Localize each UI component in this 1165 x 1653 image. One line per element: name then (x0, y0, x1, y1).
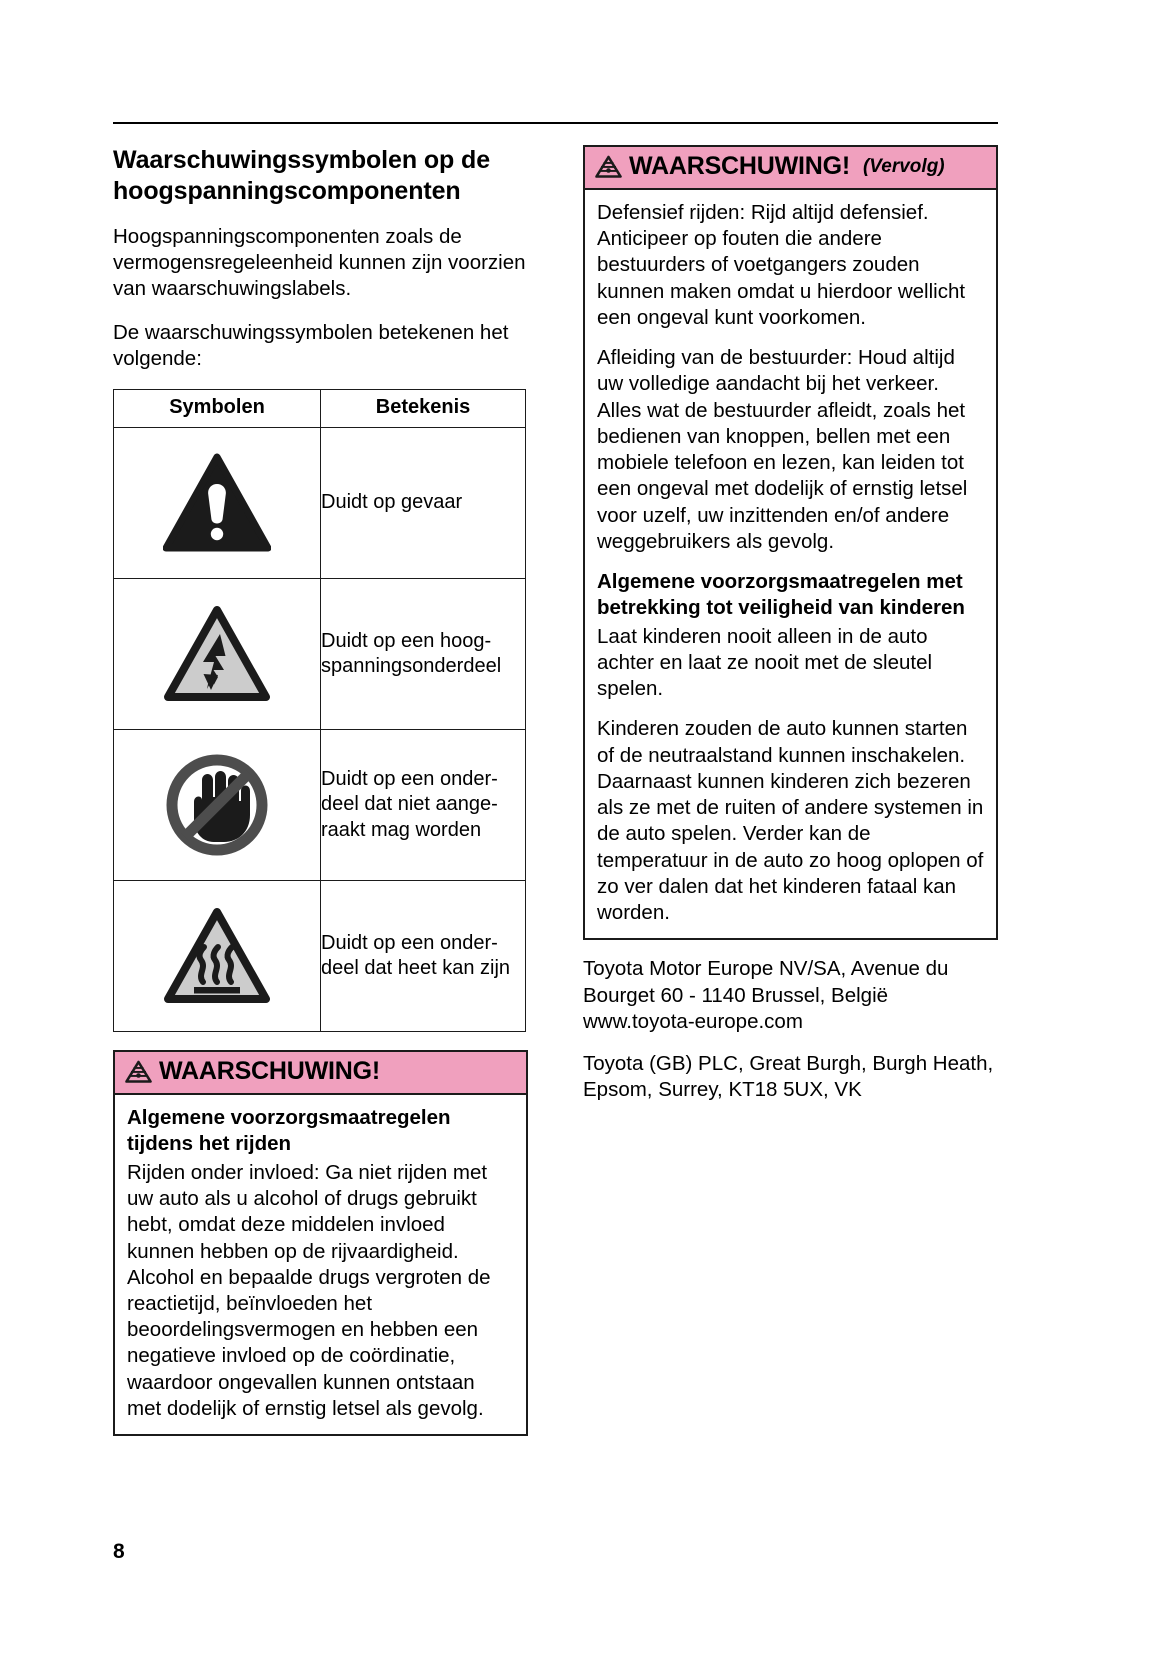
symbol-cell (114, 881, 321, 1032)
no-touch-hand-icon (164, 796, 270, 813)
page-top-rule (113, 122, 998, 124)
intro-paragraph-2: De waarschuwingssymbolen betekenen het volgende: (113, 320, 509, 370)
intro-paragraph-1: Hoogspanningscomponenten zoals de vermogensregeleenheid kunnen zijn voorzien van waarschuwingslabels. (113, 225, 526, 301)
danger-triangle-icon (163, 494, 271, 511)
warning-box-body (115, 1095, 526, 1434)
meaning-cell: Duidt op gevaar (321, 428, 526, 579)
warning-box-body (585, 190, 996, 938)
meaning-cell: Duidt op een onderdeel dat niet aangeraakt mag worden (321, 730, 526, 881)
warning-title: WAARSCHUWING! (159, 1057, 380, 1086)
warning-box-header (585, 147, 996, 190)
table-header-row (114, 390, 526, 428)
symbol-cell (114, 730, 321, 881)
warning-triangle-icon (125, 1060, 152, 1084)
warning-paragraph-1: Defensief rijden: Rijd altijd defensief. Anticipeer op fouten die andere bestuurders of voetgangers zouden kunnen maken omdat u hierdoor wellicht een ongeval kunt voorkomen. (597, 201, 966, 329)
hot-surface-triangle-icon (161, 947, 273, 964)
warning-continued-label: (Vervolg) (862, 155, 945, 177)
address-toyota-gb: Toyota (GB) PLC, Great Burgh, Burgh Heath, Epsom, Surrey, KT18 5UX, VK (583, 1051, 994, 1102)
warning-paragraph-3: Laat kinderen nooit alleen in de auto achter en laat ze nooit met de sleutel spelen. (597, 624, 933, 701)
table-row (114, 881, 526, 1032)
column-header-symbols: Symbolen (114, 390, 321, 428)
warning-paragraph: Rijden onder invloed: Ga niet rijden met uw auto als u alcohol of drugs gebruikt hebt, omdat deze middelen invloed kunnen hebben op de rijvaardigheid. Alcohol en bepaalde drugs vergroten de reactietijd, beïnvloeden het beoordelingsvermogen en hebben een negatieve invloed op de coördinatie, waardoor ongevallen kunnen ontstaan met dodelijk of ernstig letsel als gevolg. (127, 1160, 491, 1420)
warning-paragraph-2: Afleiding van de bestuurder: Houd altijd uw volledige aandacht bij het verkeer. Alles wat de bestuurder afleidt, zoals het bedienen van knoppen, bellen met een mobiele telefoon en lezen, kan leiden tot een ongeval met dodelijk of ernstig letsel voor uzelf, uw inzittenden en/of andere weggebruikers als gevolg. (597, 346, 968, 553)
address-toyota-motor-europe: Toyota Motor Europe NV/SA, Avenue du Bourget 60 - 1140 Brussel, België www.toyota-europe.com (583, 957, 949, 1033)
warning-subheading: Algemene voorzorgsmaatregelen met betrekking tot veiligheid van kinderen (597, 570, 965, 619)
page-title: Waarschuwingssymbolen op de hoogspanningscomponenten (113, 146, 490, 205)
warning-box-header (115, 1052, 526, 1095)
warning-subheading: Algemene voorzorgsmaatregelen tijdens het rijden (127, 1106, 451, 1155)
left-column (113, 145, 528, 1436)
symbol-cell (114, 579, 321, 730)
warning-title: WAARSCHUWING! (629, 152, 850, 180)
warning-triangle-icon (595, 155, 622, 179)
high-voltage-triangle-icon (162, 645, 272, 662)
symbol-cell (114, 428, 321, 579)
right-column (583, 145, 998, 1103)
warning-paragraph-4: Kinderen zouden de auto kunnen starten of de neutraalstand kunnen inschakelen. Daarnaast kunnen kinderen zich bezeren als ze met de ruiten of andere systemen in de auto spelen. Verder kan de temperatuur in de auto zo hoog oplopen of zo ver dalen dat het kinderen fataal kan worden. (597, 717, 984, 925)
column-header-meaning: Betekenis (321, 390, 526, 428)
warning-box-driving (113, 1050, 528, 1436)
page-number: 8 (113, 1540, 125, 1563)
address-block (583, 956, 998, 1103)
table-row (114, 579, 526, 730)
symbols-table (113, 389, 526, 1032)
meaning-cell: Duidt op een onderdeel dat heet kan zijn (321, 881, 526, 1032)
meaning-cell: Duidt op een hoogspanningsonderdeel (321, 579, 526, 730)
warning-box-continued (583, 145, 998, 940)
table-row (114, 730, 526, 881)
table-row (114, 428, 526, 579)
